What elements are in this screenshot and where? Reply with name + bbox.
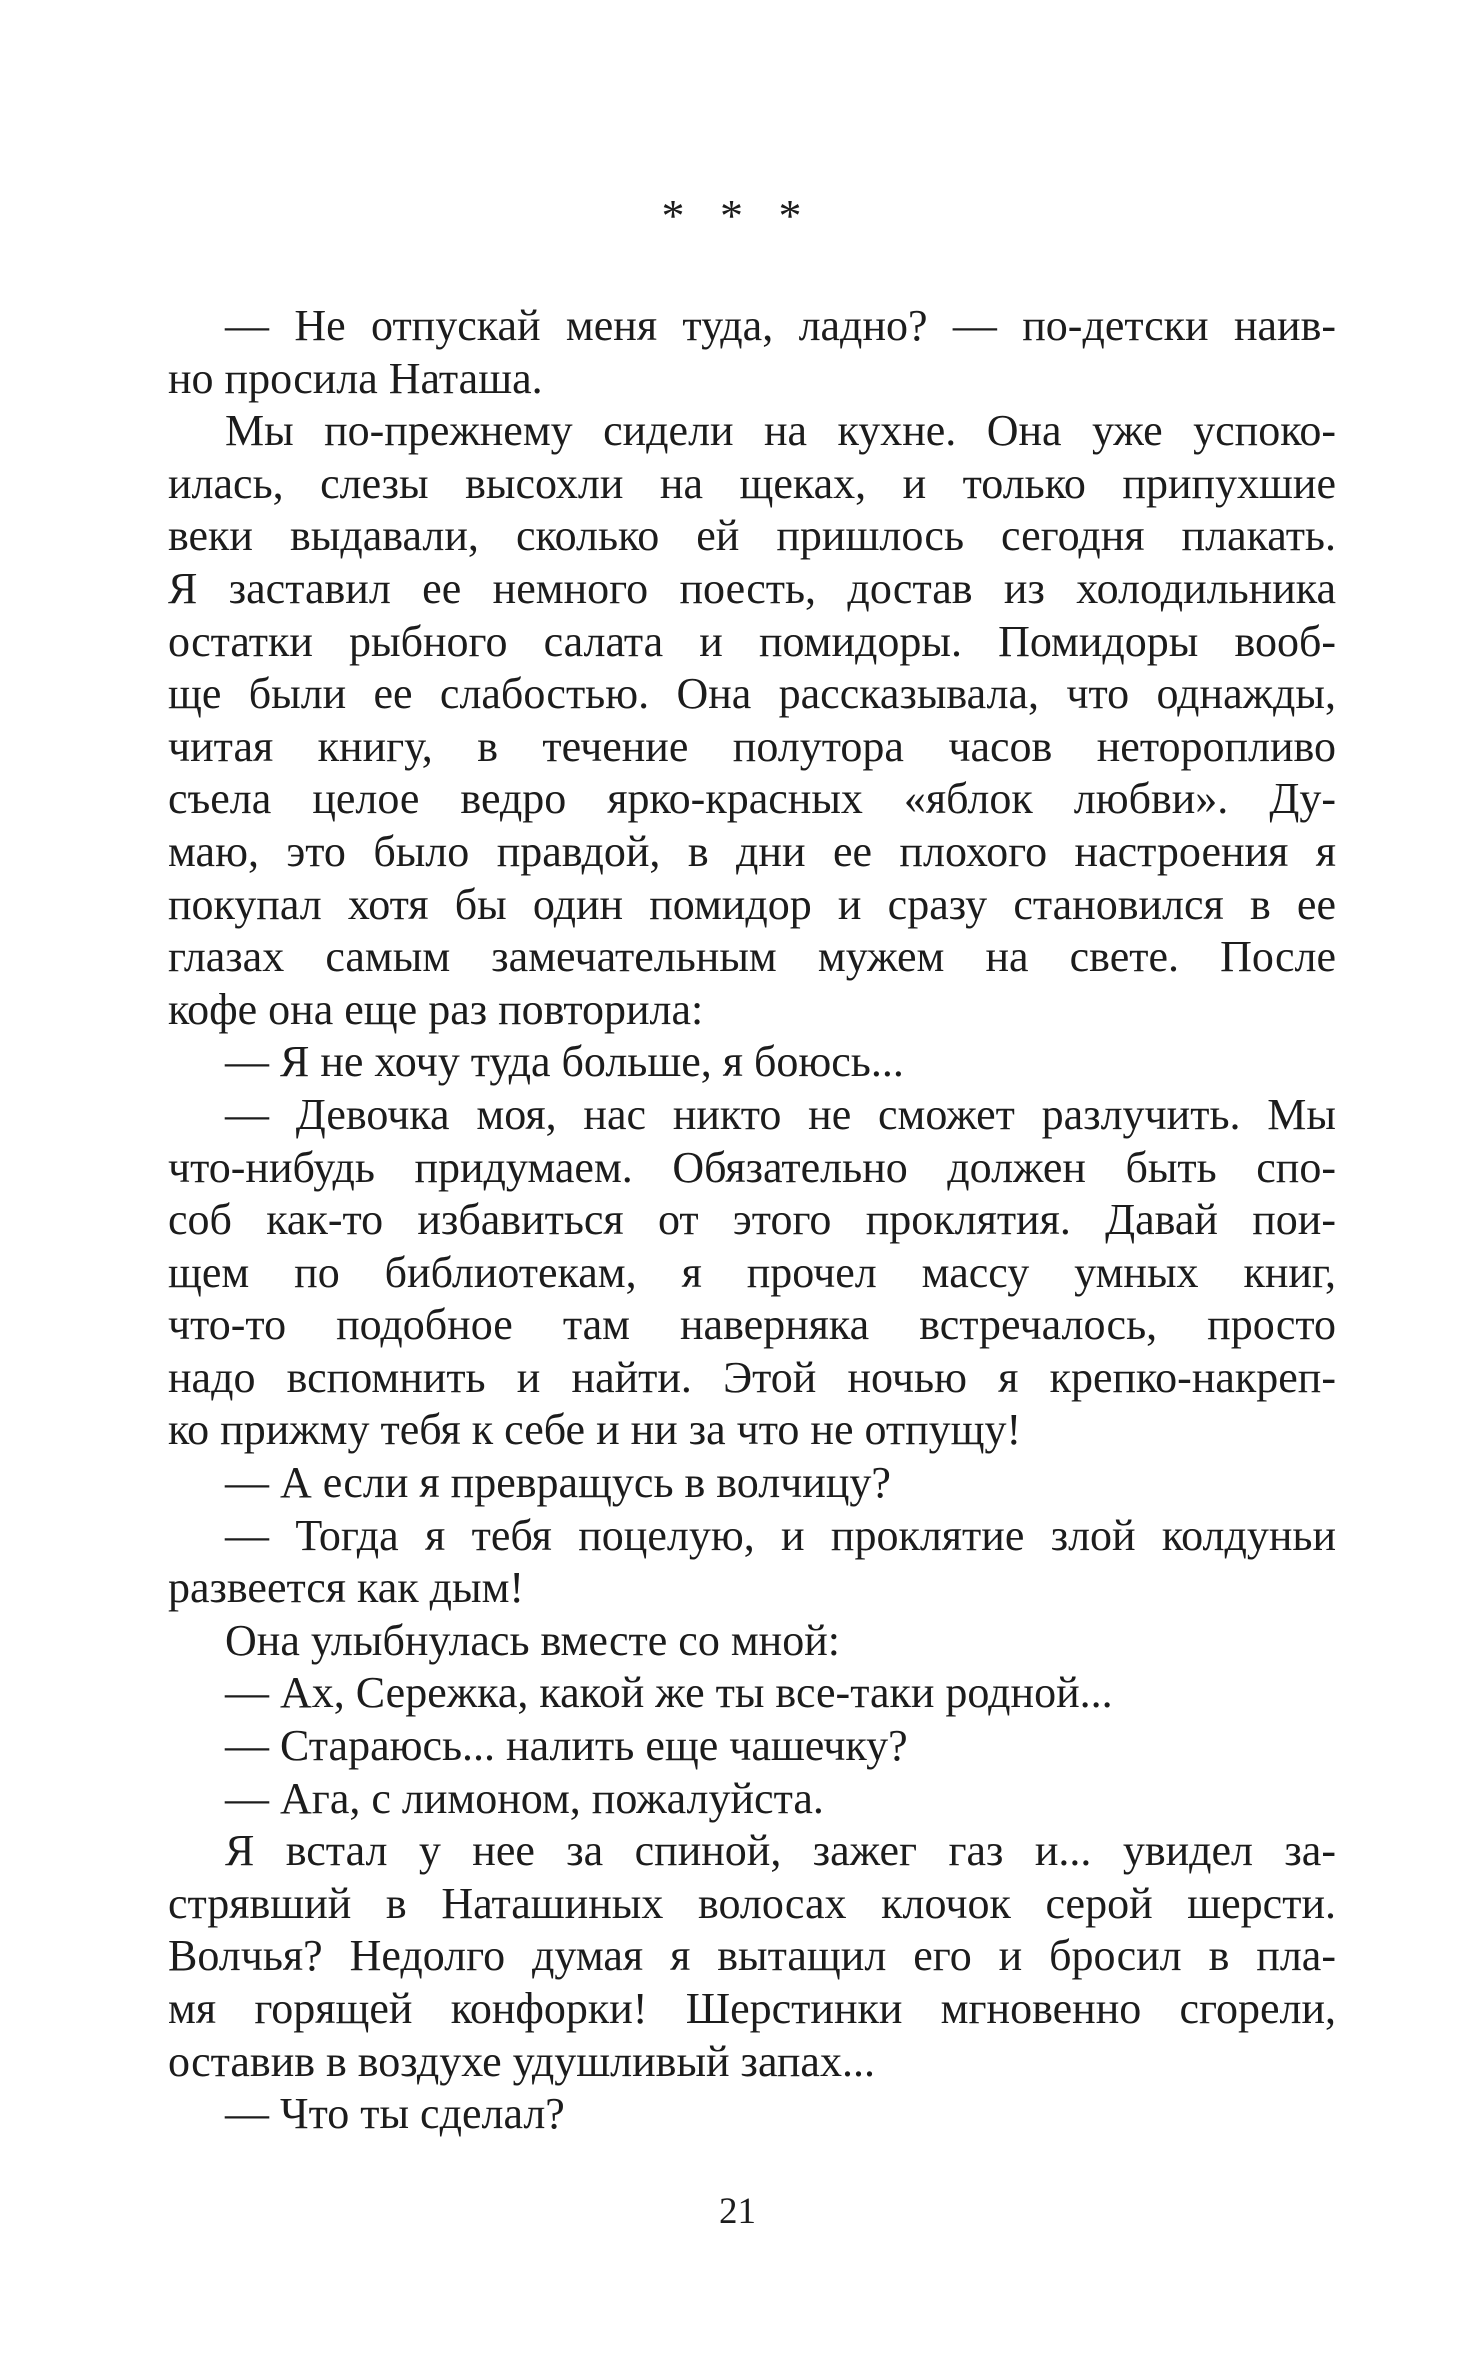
text-line: что-нибудь придумаем. Обязательно должен быть спо-	[168, 1142, 1336, 1192]
text-line: — Что ты сделал?	[225, 2089, 565, 2139]
text-line: — А если я превращусь в волчицу?	[225, 1458, 891, 1508]
text-line: развеется как дым!	[168, 1563, 525, 1613]
text-line: стрявший в Наташиных волосах клочок серой шерсти.	[168, 1878, 1336, 1928]
text-line: ко прижму тебя к себе и ни за что не отпущу!	[168, 1405, 1022, 1455]
text-line: Я заставил ее немного поесть, достав из холодильника	[168, 563, 1336, 613]
text-line: — Тогда я тебя поцелую, и проклятие злой колдуньи	[225, 1510, 1336, 1560]
text-line: Я встал у нее за спиной, зажег газ и... увидел за-	[225, 1826, 1336, 1876]
section-separator: * * *	[661, 190, 814, 241]
page-number: 21	[719, 2191, 756, 2232]
text-line: илась, слезы высохли на щеках, и только припухшие	[168, 458, 1336, 508]
text-line: Она улыбнулась вместе со мной:	[225, 1615, 840, 1665]
text-line: оставив в воздухе удушливый запах...	[168, 2036, 875, 2086]
text-line: щем по библиотекам, я прочел массу умных книг,	[168, 1247, 1336, 1297]
text-line: покупал хотя бы один помидор и сразу становился в ее	[168, 879, 1336, 929]
text-line: ще были ее слабостью. Она рассказывала, что однажды,	[168, 669, 1336, 719]
text-line: надо вспомнить и найти. Этой ночью я крепко-накреп-	[168, 1352, 1336, 1402]
text-line: Волчья? Недолго думая я вытащил его и бросил в пла-	[168, 1931, 1336, 1981]
text-line: Мы по-прежнему сидели на кухне. Она уже успоко-	[225, 406, 1336, 456]
text-line: съела целое ведро ярко-красных «яблок любви». Ду-	[168, 774, 1336, 824]
text-line: — Стараюсь... налить еще чашечку?	[225, 1721, 908, 1771]
text-line: — Ах, Сережка, какой же ты все-таки родной...	[225, 1668, 1113, 1718]
text-line: кофе она еще раз повторила:	[168, 984, 704, 1034]
text-line: веки выдавали, сколько ей пришлось сегодня плакать.	[168, 511, 1336, 561]
text-line: маю, это было правдой, в дни ее плохого настроения я	[168, 826, 1336, 876]
text-line: мя горящей конфорки! Шерстинки мгновенно сгорели,	[168, 1984, 1336, 2033]
text-line: — Девочка моя, нас никто не сможет разлучить. Мы	[225, 1089, 1336, 1139]
text-line: соб как-то избавиться от этого проклятия. Давай пои-	[168, 1195, 1336, 1245]
text-line: но просила Наташа.	[168, 353, 543, 403]
text-line: остатки рыбного салата и помидоры. Помидоры вооб-	[168, 616, 1336, 666]
text-line: — Ага, с лимоном, пожалуйста.	[225, 1773, 824, 1823]
text-line: — Я не хочу туда больше, я боюсь...	[225, 1037, 904, 1087]
text-line: глазах самым замечательным мужем на свете. После	[168, 932, 1336, 982]
text-line: что-то подобное там наверняка встречалось, просто	[168, 1300, 1336, 1350]
text-line: — Не отпускай меня туда, ладно? — по-детски наив-	[225, 301, 1336, 350]
body-text	[168, 300, 1336, 2141]
text-line: читая книгу, в течение полутора часов неторопливо	[168, 721, 1336, 771]
